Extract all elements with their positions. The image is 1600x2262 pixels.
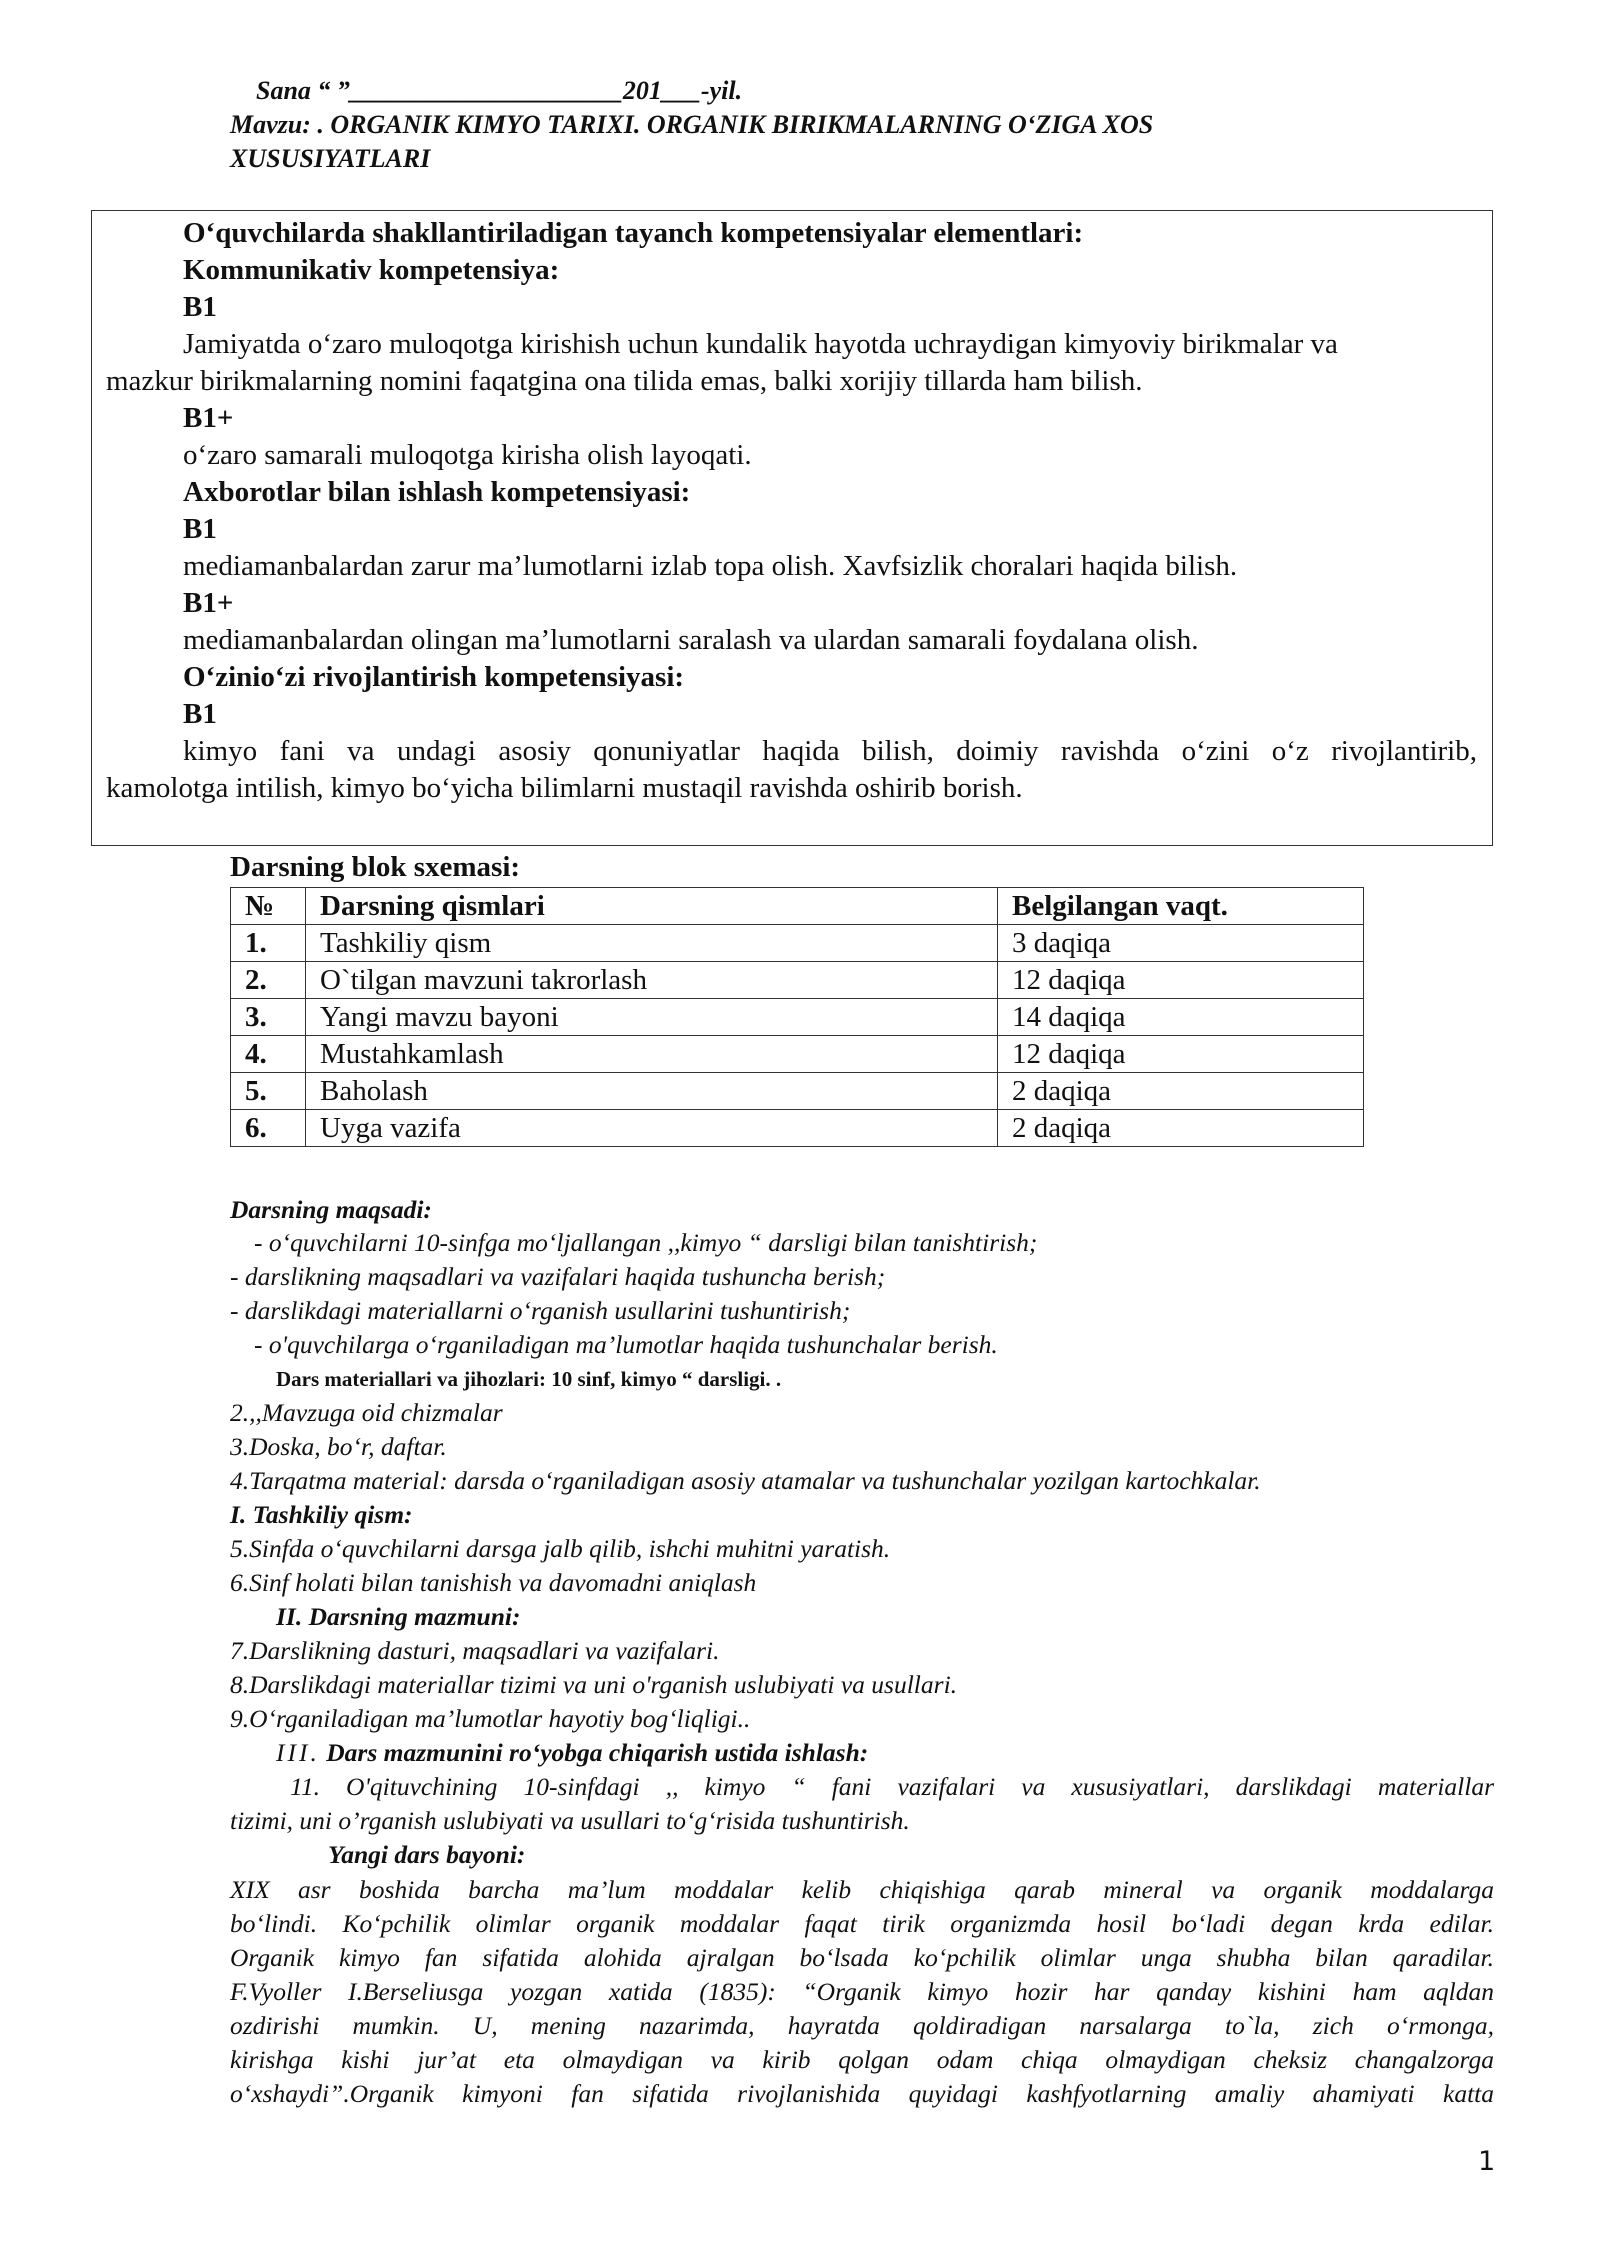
row-number: 5. <box>231 1073 306 1110</box>
table-row <box>231 1036 1364 1073</box>
oz-b1-label: B1 <box>183 698 217 730</box>
kom-b1p-text: o‘zaro samarali muloqotga kirisha olish layoqati. <box>183 439 752 471</box>
header-parts: Darsning qismlari <box>306 888 998 925</box>
oz-title: O‘zinio‘zi rivojlantirish kompetensiyasi: <box>183 661 685 693</box>
oz-b1-text-2: kamolotga intilish, kimyo bo‘yicha bilimlarni mustaqil ravishda oshirib borish. <box>106 772 1023 804</box>
table-row <box>231 1110 1364 1147</box>
axb-title: Axborotlar bilan ishlash kompetensiyasi: <box>183 476 691 508</box>
goal-item-3: - darslikdagi materiallarni o‘rganish usullarini tushuntirish; <box>230 1296 851 1325</box>
new-lesson-line-4: F.Vyoller I.Berseliusga yozgan xatida (1835): “Organik kimyo hozir har qanday kishini ham aqldan <box>230 1977 1494 2006</box>
axb-b1p-text: mediamanbalardan olingan ma’lumotlarni saralash va ulardan samarali foydalana olish. <box>183 624 1199 656</box>
section-2-item-8: 8.Darslikdagi materiallar tizimi va uni o'rganish uslubiyati va usullari. <box>230 1670 958 1699</box>
block-scheme-table <box>230 887 1364 1147</box>
new-lesson-line-2: bo‘lindi. Ko‘pchilik olimlar organik moddalar faqat tirik organizmda hosil bo‘ladi degan krda edilar. <box>230 1909 1494 1938</box>
new-lesson-line-7: o‘xshaydi”.Organik kimyoni fan sifatida rivojlanishida quyidagi kashfyotlarning amaliy ahamiyati katta <box>230 2079 1494 2108</box>
header-number: № <box>231 888 306 925</box>
block-scheme-title: Darsning blok sxemasi: <box>230 851 521 883</box>
row-part: Tashkiliy qism <box>306 925 998 962</box>
list-item-4: 4.Tarqatma material: darsda o‘rganiladigan asosiy atamalar va tushunchalar yozilgan kartochkalar. <box>230 1466 1261 1495</box>
kom-b1-text-1: Jamiyatda o‘zaro muloqotga kirishish uchun kundalik hayotda uchraydigan kimyoviy birikmalar va <box>183 328 1338 360</box>
row-time: 2 daqiqa <box>998 1110 1364 1147</box>
section-1-title: I. Tashkiliy qism: <box>230 1500 413 1529</box>
row-number: 3. <box>231 999 306 1036</box>
section-3-text-1: 11. O'qituvchining 10-sinfdagi ,, kimyo “ fani vazifalari va xususiyatlari, darslikdagi materiallar <box>290 1772 1494 1801</box>
kom-b1p-label: B1+ <box>183 402 234 434</box>
axb-b1p-label: B1+ <box>183 587 234 619</box>
table-row <box>231 999 1364 1036</box>
topic-line-2: XUSUSIYATLARI <box>230 144 431 173</box>
section-3-prefix: III. <box>276 1738 320 1767</box>
topic-line-1: Mavzu: . ORGANIK KIMYO TARIXI. ORGANIK BIRIKMALARNING O‘ZIGA XOS <box>230 110 1154 139</box>
list-item-3: 3.Doska, bo‘r, daftar. <box>230 1432 447 1461</box>
row-number: 2. <box>231 962 306 999</box>
table-header-row <box>231 888 1364 925</box>
axb-b1-text: mediamanbalardan zarur ma’lumotlarni izlab topa olish. Xavfsizlik choralari haqida bilish. <box>183 550 1238 582</box>
materials-line: Dars materiallari va jihozlari: 10 sinf, kimyo “ darsligi. . <box>276 1367 782 1391</box>
section-3-title: Dars mazmunini ro‘yobga chiqarish ustida ishlash: <box>319 1738 869 1767</box>
new-lesson-line-5: ozdirishi mumkin. U, mening nazarimda, hayratda qoldiradigan narsalarga to`la, zich o‘rmonga, <box>230 2011 1494 2040</box>
kom-b1-text-2: mazkur birikmalarning nomini faqatgina ona tilida emas, balki xorijiy tillarda ham bilish. <box>106 365 1143 397</box>
table-row <box>231 925 1364 962</box>
row-time: 14 daqiqa <box>998 999 1364 1036</box>
page-number: 1 <box>1478 2146 1496 2177</box>
row-number: 4. <box>231 1036 306 1073</box>
row-time: 12 daqiqa <box>998 1036 1364 1073</box>
section-3-text-2: tizimi, uni o’rganish uslubiyati va usullari to‘g‘risida tushuntirish. <box>230 1806 910 1835</box>
new-lesson-title: Yangi dars bayoni: <box>328 1840 526 1869</box>
section-1-item-6: 6.Sinf holati bilan tanishish va davomadni aniqlash <box>230 1568 757 1597</box>
table-row <box>231 1073 1364 1110</box>
new-lesson-line-1: XIX asr boshida barcha ma’lum moddalar kelib chiqishiga qarab mineral va organik moddalarga <box>230 1875 1494 1904</box>
table-row <box>231 962 1364 999</box>
axb-b1-label: B1 <box>183 513 217 545</box>
row-time: 2 daqiqa <box>998 1073 1364 1110</box>
new-lesson-line-6: kirishga kishi jur’at eta olmaydigan va kirib qolgan odam chiqa olmaydigan cheksiz changalzorga <box>230 2045 1494 2074</box>
header-time: Belgilangan vaqt. <box>998 888 1364 925</box>
row-part: Uyga vazifa <box>306 1110 998 1147</box>
section-3-title-line <box>276 1736 868 1770</box>
section-2-item-7: 7.Darslikning dasturi, maqsadlari va vazifalari. <box>230 1636 720 1665</box>
row-part: Baholash <box>306 1073 998 1110</box>
oz-b1-text-1: kimyo fani va undagi asosiy qonuniyatlar haqida bilish, doimiy ravishda o‘zini o‘z rivojlantirib, <box>183 735 1477 767</box>
row-time: 12 daqiqa <box>998 962 1364 999</box>
row-part: O`tilgan mavzuni takrorlash <box>306 962 998 999</box>
goals-title: Darsning maqsadi: <box>230 1195 432 1224</box>
new-lesson-line-3: Organik kimyo fan sifatida alohida ajralgan bo‘lsada ko‘pchilik olimlar unga shubha bilan qaradilar. <box>230 1943 1494 1972</box>
section-2-item-9: 9.O‘rganiladigan ma’lumotlar hayotiy bog‘liqligi.. <box>230 1704 751 1733</box>
kom-title: Kommunikativ kompetensiya: <box>183 254 560 286</box>
goal-item-1: - o‘quvchilarni 10-sinfga mo‘ljallangan ,,kimyo “ darsligi bilan tanishtirish; <box>254 1228 1038 1257</box>
section-1-item-5: 5.Sinfda o‘quvchilarni darsga jalb qilib, ishchi muhitni yaratish. <box>230 1534 891 1563</box>
kom-b1-label: B1 <box>183 291 217 323</box>
competencies-title: O‘quvchilarda shakllantiriladigan tayanch kompetensiyalar elementlari: <box>183 217 1084 249</box>
section-2-title: II. Darsning mazmuni: <box>276 1602 521 1631</box>
goal-item-2: - darslikning maqsadlari va vazifalari haqida tushuncha berish; <box>230 1262 886 1291</box>
list-item-2: 2.,,Mavzuga oid chizmalar <box>230 1398 503 1427</box>
row-time: 3 daqiqa <box>998 925 1364 962</box>
row-part: Mustahkamlash <box>306 1036 998 1073</box>
row-number: 6. <box>231 1110 306 1147</box>
date-line: Sana “ ”_____________________201___-yil. <box>256 76 743 105</box>
goal-item-4: - o'quvchilarga o‘rganiladigan ma’lumotlar haqida tushunchalar berish. <box>254 1330 998 1359</box>
row-part: Yangi mavzu bayoni <box>306 999 998 1036</box>
row-number: 1. <box>231 925 306 962</box>
